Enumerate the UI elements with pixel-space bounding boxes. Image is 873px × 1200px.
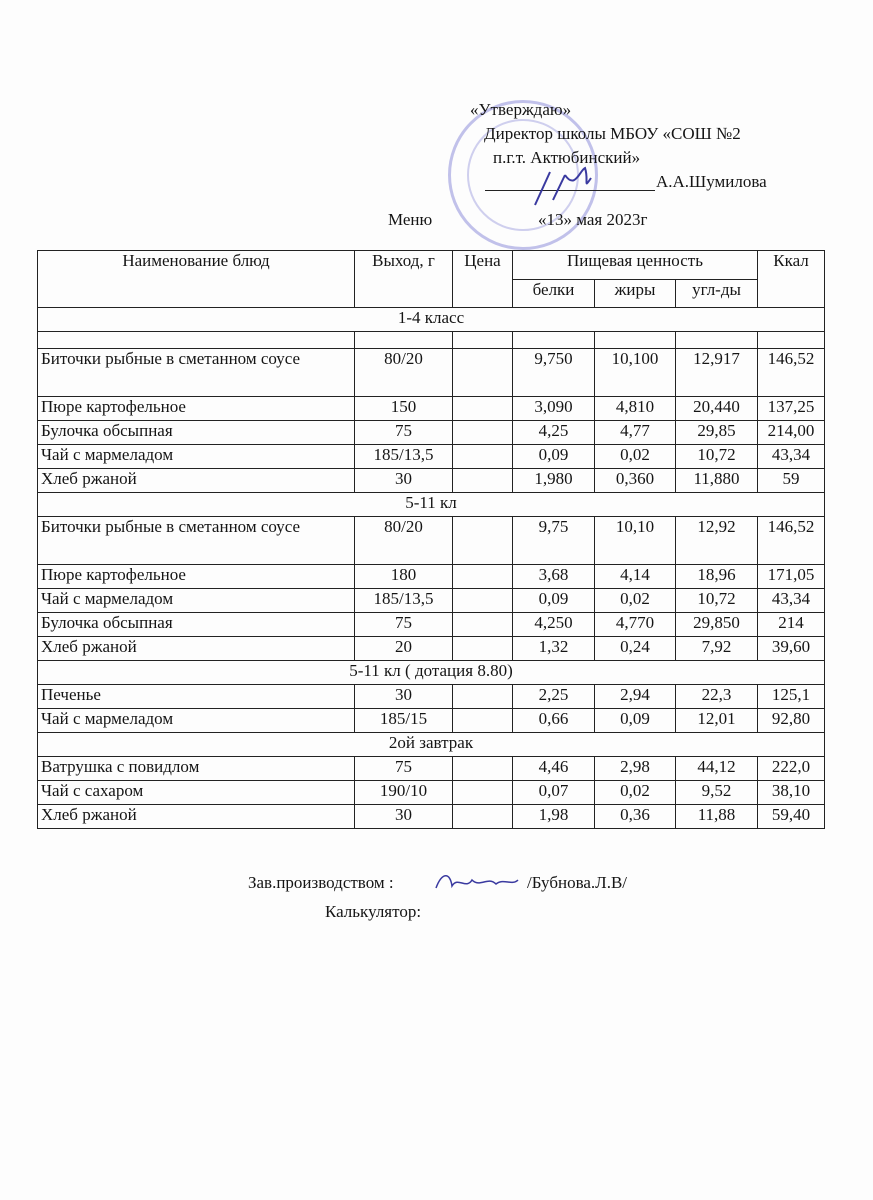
menu-table (37, 250, 825, 829)
header-carbs: угл-ды (676, 280, 758, 308)
menu-date: «13» мая 2023г (538, 210, 648, 229)
cell-yield: 75 (355, 421, 453, 445)
cell-carbs: 12,917 (676, 349, 758, 397)
cell-name: Чай с мармеладом (38, 709, 355, 733)
cell-carbs: 12,01 (676, 709, 758, 733)
cell-carbs: 29,850 (676, 613, 758, 637)
section-row (38, 308, 825, 332)
table-row (38, 421, 825, 445)
cell-fat: 2,94 (595, 685, 676, 709)
cell-price (453, 421, 513, 445)
cell-price (453, 637, 513, 661)
cell-carbs: 7,92 (676, 637, 758, 661)
cell-carbs (676, 332, 758, 349)
cell-kcal: 137,25 (758, 397, 825, 421)
cell-protein: 1,32 (513, 637, 595, 661)
cell-fat: 10,100 (595, 349, 676, 397)
header-kcal: Ккал (758, 251, 825, 308)
cell-fat: 0,02 (595, 781, 676, 805)
cell-yield: 150 (355, 397, 453, 421)
header-name: Наименование блюд (38, 251, 355, 308)
table-row (38, 397, 825, 421)
cell-yield: 185/13,5 (355, 589, 453, 613)
cell-kcal: 214,00 (758, 421, 825, 445)
cell-price (453, 709, 513, 733)
cell-fat: 4,770 (595, 613, 676, 637)
cell-fat: 10,10 (595, 517, 676, 565)
cell-yield: 180 (355, 565, 453, 589)
table-row (38, 349, 825, 397)
cell-fat: 2,98 (595, 757, 676, 781)
table-row (38, 709, 825, 733)
table-row (38, 613, 825, 637)
header-nutrition: Пищевая ценность (513, 251, 758, 280)
cell-kcal: 59,40 (758, 805, 825, 829)
calculator-label: Калькулятор: (325, 902, 422, 921)
table-row (38, 589, 825, 613)
header-protein: белки (513, 280, 595, 308)
approval-signer: А.А.Шумилова (656, 172, 767, 191)
cell-name (38, 332, 355, 349)
cell-kcal: 125,1 (758, 685, 825, 709)
cell-name: Печенье (38, 685, 355, 709)
cell-carbs: 10,72 (676, 589, 758, 613)
menu-label: Меню (388, 210, 433, 229)
cell-fat: 0,24 (595, 637, 676, 661)
cell-fat: 0,02 (595, 445, 676, 469)
cell-kcal: 59 (758, 469, 825, 493)
header-price: Цена (453, 251, 513, 308)
cell-fat: 4,810 (595, 397, 676, 421)
cell-name: Пюре картофельное (38, 565, 355, 589)
cell-fat: 0,09 (595, 709, 676, 733)
cell-carbs: 9,52 (676, 781, 758, 805)
cell-yield: 190/10 (355, 781, 453, 805)
cell-protein: 0,66 (513, 709, 595, 733)
cell-kcal: 171,05 (758, 565, 825, 589)
cell-price (453, 565, 513, 589)
cell-name: Булочка обсыпная (38, 613, 355, 637)
cell-kcal: 146,52 (758, 349, 825, 397)
cell-yield: 30 (355, 685, 453, 709)
cell-name: Чай с мармеладом (38, 445, 355, 469)
table-row (38, 757, 825, 781)
cell-name: Чай с мармеладом (38, 589, 355, 613)
cell-price (453, 757, 513, 781)
cell-protein: 9,75 (513, 517, 595, 565)
cell-kcal: 38,10 (758, 781, 825, 805)
cell-name: Биточки рыбные в сметанном соусе (38, 517, 355, 565)
section-row (38, 661, 825, 685)
cell-protein: 4,46 (513, 757, 595, 781)
approval-title: «Утверждаю» (470, 100, 572, 119)
section-row (38, 493, 825, 517)
cell-yield: 75 (355, 757, 453, 781)
director-signature (525, 160, 595, 210)
cell-yield: 75 (355, 613, 453, 637)
cell-protein: 9,750 (513, 349, 595, 397)
cell-protein: 0,09 (513, 445, 595, 469)
cell-yield: 80/20 (355, 517, 453, 565)
cell-price (453, 469, 513, 493)
cell-protein: 4,25 (513, 421, 595, 445)
production-label: Зав.производством : (248, 873, 394, 892)
cell-price (453, 517, 513, 565)
cell-yield: 80/20 (355, 349, 453, 397)
cell-name: Хлеб ржаной (38, 469, 355, 493)
header-fat: жиры (595, 280, 676, 308)
cell-fat: 4,77 (595, 421, 676, 445)
cell-carbs: 29,85 (676, 421, 758, 445)
table-row (38, 781, 825, 805)
production-name: /Бубнова.Л.В/ (527, 873, 628, 892)
cell-fat (595, 332, 676, 349)
production-signature (432, 868, 522, 896)
cell-name: Булочка обсыпная (38, 421, 355, 445)
cell-protein: 0,07 (513, 781, 595, 805)
cell-price (453, 589, 513, 613)
cell-fat: 0,36 (595, 805, 676, 829)
section-title: 5-11 кл (38, 493, 825, 517)
cell-kcal: 43,34 (758, 445, 825, 469)
cell-protein: 1,980 (513, 469, 595, 493)
cell-price (453, 613, 513, 637)
cell-protein: 3,68 (513, 565, 595, 589)
table-row (38, 685, 825, 709)
table-row (38, 445, 825, 469)
cell-name: Чай с сахаром (38, 781, 355, 805)
cell-price (453, 685, 513, 709)
cell-name: Хлеб ржаной (38, 805, 355, 829)
table-row (38, 469, 825, 493)
cell-yield: 30 (355, 469, 453, 493)
cell-carbs: 20,440 (676, 397, 758, 421)
cell-price (453, 781, 513, 805)
section-title: 2ой завтрак (38, 733, 825, 757)
cell-kcal: 146,52 (758, 517, 825, 565)
section-title: 1-4 класс (38, 308, 825, 332)
cell-fat: 0,360 (595, 469, 676, 493)
cell-protein: 0,09 (513, 589, 595, 613)
cell-kcal: 39,60 (758, 637, 825, 661)
cell-carbs: 11,88 (676, 805, 758, 829)
cell-name: Биточки рыбные в сметанном соусе (38, 349, 355, 397)
cell-name: Хлеб ржаной (38, 637, 355, 661)
cell-fat: 4,14 (595, 565, 676, 589)
cell-name: Пюре картофельное (38, 397, 355, 421)
cell-protein: 2,25 (513, 685, 595, 709)
cell-protein (513, 332, 595, 349)
cell-price (453, 805, 513, 829)
cell-carbs: 22,3 (676, 685, 758, 709)
empty-row (38, 332, 825, 349)
approval-line2: п.г.т. Актюбинский» (493, 148, 641, 167)
approval-line1: Директор школы МБОУ «СОШ №2 (484, 124, 741, 143)
cell-price (453, 397, 513, 421)
cell-protein: 4,250 (513, 613, 595, 637)
cell-yield: 185/15 (355, 709, 453, 733)
cell-kcal: 92,80 (758, 709, 825, 733)
section-row (38, 733, 825, 757)
cell-protein: 1,98 (513, 805, 595, 829)
cell-carbs: 12,92 (676, 517, 758, 565)
cell-yield: 20 (355, 637, 453, 661)
cell-kcal: 214 (758, 613, 825, 637)
table-row (38, 517, 825, 565)
cell-price (453, 332, 513, 349)
cell-carbs: 11,880 (676, 469, 758, 493)
table-row (38, 565, 825, 589)
cell-name: Ватрушка с повидлом (38, 757, 355, 781)
section-title: 5-11 кл ( дотация 8.80) (38, 661, 825, 685)
table-row (38, 637, 825, 661)
cell-kcal: 222,0 (758, 757, 825, 781)
cell-price (453, 445, 513, 469)
cell-fat: 0,02 (595, 589, 676, 613)
table-row (38, 805, 825, 829)
cell-yield: 30 (355, 805, 453, 829)
cell-yield: 185/13,5 (355, 445, 453, 469)
cell-carbs: 44,12 (676, 757, 758, 781)
cell-carbs: 10,72 (676, 445, 758, 469)
cell-protein: 3,090 (513, 397, 595, 421)
cell-yield (355, 332, 453, 349)
cell-price (453, 349, 513, 397)
header-yield: Выход, г (355, 251, 453, 308)
cell-kcal (758, 332, 825, 349)
cell-carbs: 18,96 (676, 565, 758, 589)
cell-kcal: 43,34 (758, 589, 825, 613)
